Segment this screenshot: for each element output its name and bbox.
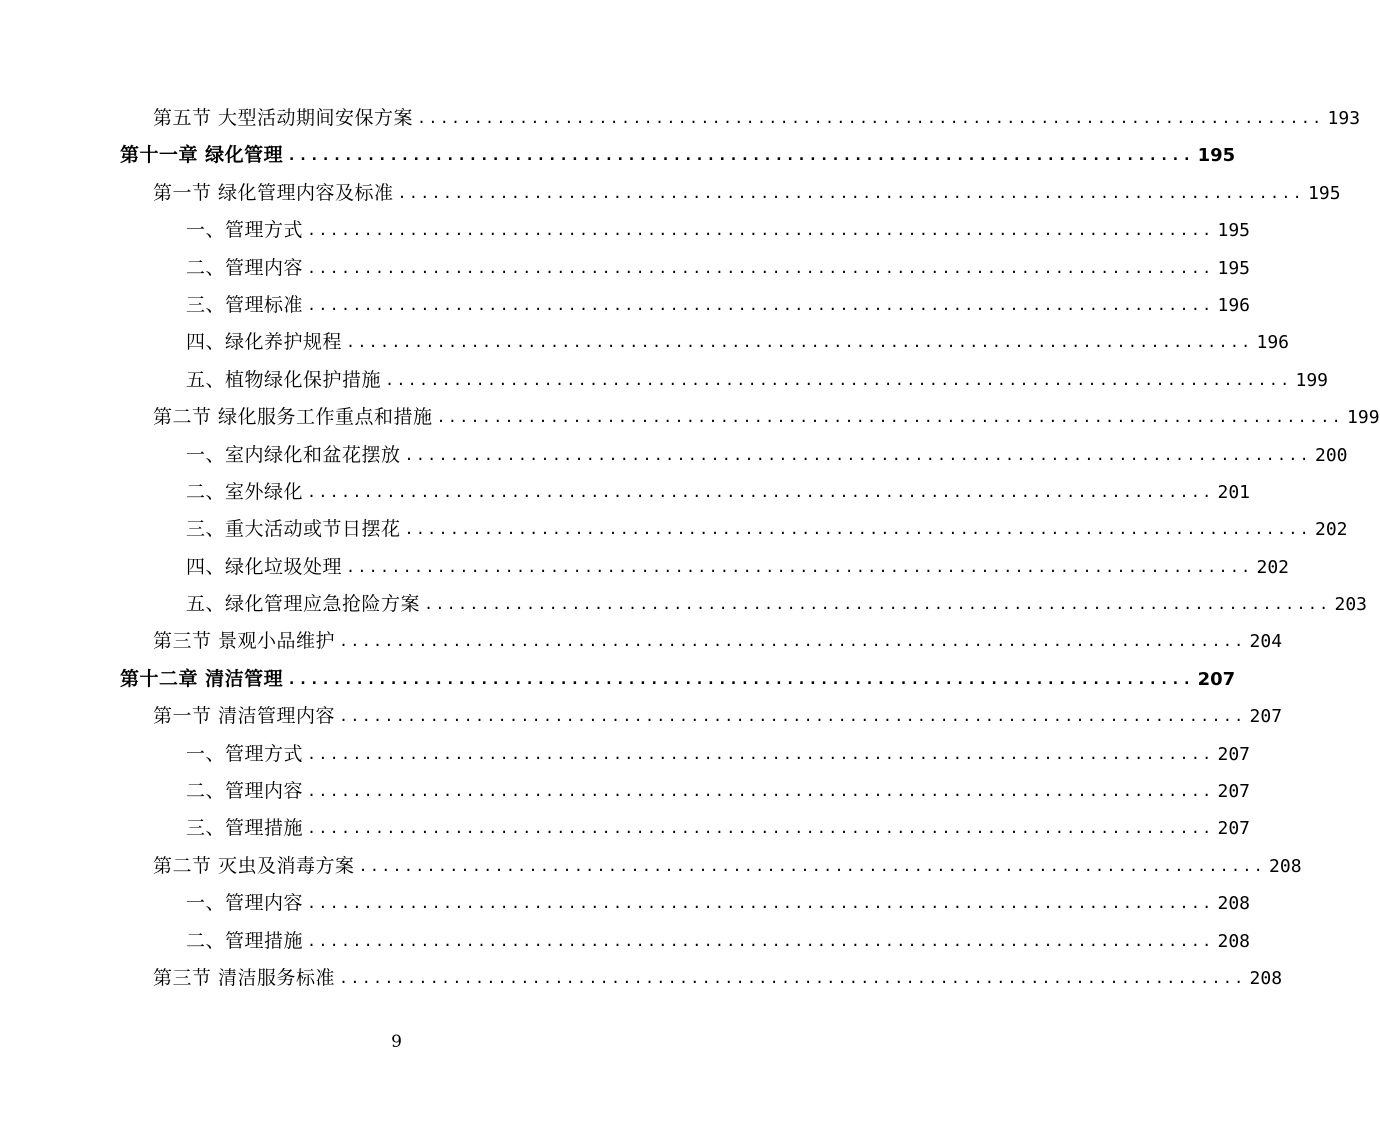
- toc-entry[interactable]: [0, 586, 1367, 623]
- toc-entry-page: 196: [1217, 294, 1250, 316]
- toc-entry-title: 二、管理内容: [186, 256, 304, 279]
- toc-entry-title: 第三节 清洁服务标准: [153, 966, 336, 989]
- toc-entry[interactable]: [0, 212, 1250, 249]
- toc-entry-title: 四、绿化垃圾处理: [186, 555, 343, 578]
- toc-dot-leader: ................................................................................: [307, 819, 1214, 838]
- toc-entry-title: 四、绿化养护规程: [186, 331, 343, 354]
- toc-entry[interactable]: [0, 287, 1250, 324]
- toc-entry-page: 208: [1269, 855, 1302, 877]
- toc-entry[interactable]: [0, 437, 1348, 474]
- toc-entry-title: 五、植物绿化保护措施: [186, 368, 382, 391]
- toc-entry-page: 203: [1334, 594, 1367, 616]
- toc-entry-page: 195: [1217, 220, 1250, 242]
- toc-dot-leader: ................................................................................: [339, 707, 1246, 726]
- toc-dot-leader: ................................................................................: [287, 146, 1194, 165]
- toc-dot-leader: ................................................................................: [424, 595, 1331, 614]
- toc-entry[interactable]: [0, 810, 1250, 847]
- toc-entry-page: 202: [1256, 556, 1289, 578]
- table-of-contents: [0, 100, 1380, 997]
- toc-dot-leader: ................................................................................: [287, 669, 1194, 688]
- toc-entry[interactable]: [0, 250, 1250, 287]
- toc-entry-title: 一、室内绿化和盆花摆放: [186, 443, 401, 466]
- toc-dot-leader: ................................................................................: [307, 221, 1214, 240]
- toc-entry-page: 208: [1249, 967, 1283, 989]
- toc-entry-page: 195: [1217, 257, 1250, 279]
- toc-entry-title: 第三节 景观小品维护: [153, 630, 336, 653]
- toc-entry-title: 一、管理方式: [186, 219, 304, 242]
- toc-entry-title: 二、室外绿化: [186, 480, 304, 503]
- toc-entry[interactable]: [0, 100, 1361, 137]
- toc-entry-page: 208: [1217, 893, 1250, 915]
- toc-entry[interactable]: [0, 960, 1283, 997]
- toc-entry-page: 193: [1327, 108, 1361, 129]
- toc-entry-title: 第二节 绿化服务工作重点和措施: [153, 406, 433, 429]
- toc-dot-leader: ................................................................................: [339, 632, 1246, 651]
- toc-entry[interactable]: [0, 885, 1250, 922]
- toc-entry-page: 207: [1217, 781, 1250, 803]
- toc-entry-title: 一、管理方式: [186, 742, 304, 765]
- toc-dot-leader: ................................................................................: [397, 183, 1305, 202]
- toc-entry-page: 201: [1217, 481, 1250, 503]
- toc-dot-leader: ................................................................................: [307, 258, 1214, 277]
- toc-entry-title: 第二节 灭虫及消毒方案: [153, 854, 355, 877]
- toc-dot-leader: ................................................................................: [307, 782, 1214, 801]
- toc-entry-page: 207: [1217, 818, 1250, 840]
- toc-entry[interactable]: [0, 773, 1250, 810]
- toc-entry-title: 第十二章 清洁管理: [120, 667, 284, 690]
- toc-entry-page: 196: [1256, 332, 1289, 354]
- toc-entry[interactable]: [0, 511, 1348, 548]
- toc-entry[interactable]: [0, 923, 1250, 960]
- toc-entry-page: 202: [1314, 519, 1348, 541]
- toc-entry-title: 三、重大活动或节日摆花: [186, 518, 401, 541]
- toc-entry[interactable]: [0, 661, 1236, 698]
- toc-dot-leader: ................................................................................: [339, 968, 1246, 987]
- toc-entry[interactable]: [0, 848, 1302, 885]
- toc-dot-leader: ................................................................................: [385, 370, 1292, 389]
- toc-dot-leader: ................................................................................: [346, 333, 1253, 352]
- toc-entry-title: 第十一章 绿化管理: [120, 144, 284, 167]
- toc-dot-leader: ................................................................................: [307, 894, 1214, 913]
- toc-dot-leader: ................................................................................: [307, 482, 1214, 501]
- toc-entry-page: 208: [1217, 930, 1250, 952]
- toc-entry-page: 207: [1217, 743, 1250, 765]
- toc-dot-leader: ................................................................................: [404, 445, 1311, 464]
- toc-entry-page: 200: [1314, 444, 1348, 466]
- toc-entry-title: 第一节 绿化管理内容及标准: [153, 181, 394, 204]
- toc-entry-page: 199: [1295, 369, 1328, 391]
- toc-entry[interactable]: [0, 736, 1250, 773]
- toc-entry-title: 五、绿化管理应急抢险方案: [186, 593, 421, 616]
- toc-entry-title: 一、管理内容: [186, 892, 304, 915]
- toc-dot-leader: ................................................................................: [358, 856, 1266, 875]
- toc-dot-leader: ................................................................................: [404, 520, 1311, 539]
- toc-entry-title: 第五节 大型活动期间安保方案: [153, 107, 414, 129]
- toc-dot-leader: ................................................................................: [307, 744, 1214, 763]
- toc-dot-leader: ................................................................................: [436, 408, 1344, 427]
- toc-entry[interactable]: [0, 399, 1380, 436]
- toc-entry[interactable]: [0, 137, 1236, 174]
- toc-entry-title: 三、管理措施: [186, 817, 304, 840]
- toc-entry-page: 204: [1249, 631, 1283, 653]
- toc-entry-page: 207: [1197, 668, 1236, 690]
- toc-entry[interactable]: [0, 549, 1289, 586]
- toc-entry-page: 207: [1249, 706, 1283, 728]
- toc-entry-page: 195: [1197, 145, 1236, 167]
- toc-dot-leader: ................................................................................: [307, 295, 1214, 314]
- toc-entry-page: 195: [1308, 182, 1341, 204]
- page-number: 9: [391, 1032, 402, 1052]
- toc-entry-title: 第一节 清洁管理内容: [153, 705, 336, 728]
- toc-entry-title: 三、管理标准: [186, 293, 304, 316]
- toc-entry-title: 二、管理内容: [186, 780, 304, 803]
- toc-entry[interactable]: [0, 698, 1283, 735]
- toc-entry[interactable]: [0, 623, 1283, 660]
- toc-dot-leader: ................................................................................: [346, 557, 1253, 576]
- toc-entry[interactable]: [0, 324, 1289, 361]
- toc-dot-leader: ................................................................................: [417, 109, 1324, 127]
- toc-entry[interactable]: [0, 362, 1328, 399]
- toc-entry-title: 二、管理措施: [186, 929, 304, 952]
- toc-entry-page: 199: [1347, 407, 1380, 429]
- toc-entry[interactable]: [0, 175, 1341, 212]
- toc-entry[interactable]: [0, 474, 1250, 511]
- toc-dot-leader: ................................................................................: [307, 931, 1214, 950]
